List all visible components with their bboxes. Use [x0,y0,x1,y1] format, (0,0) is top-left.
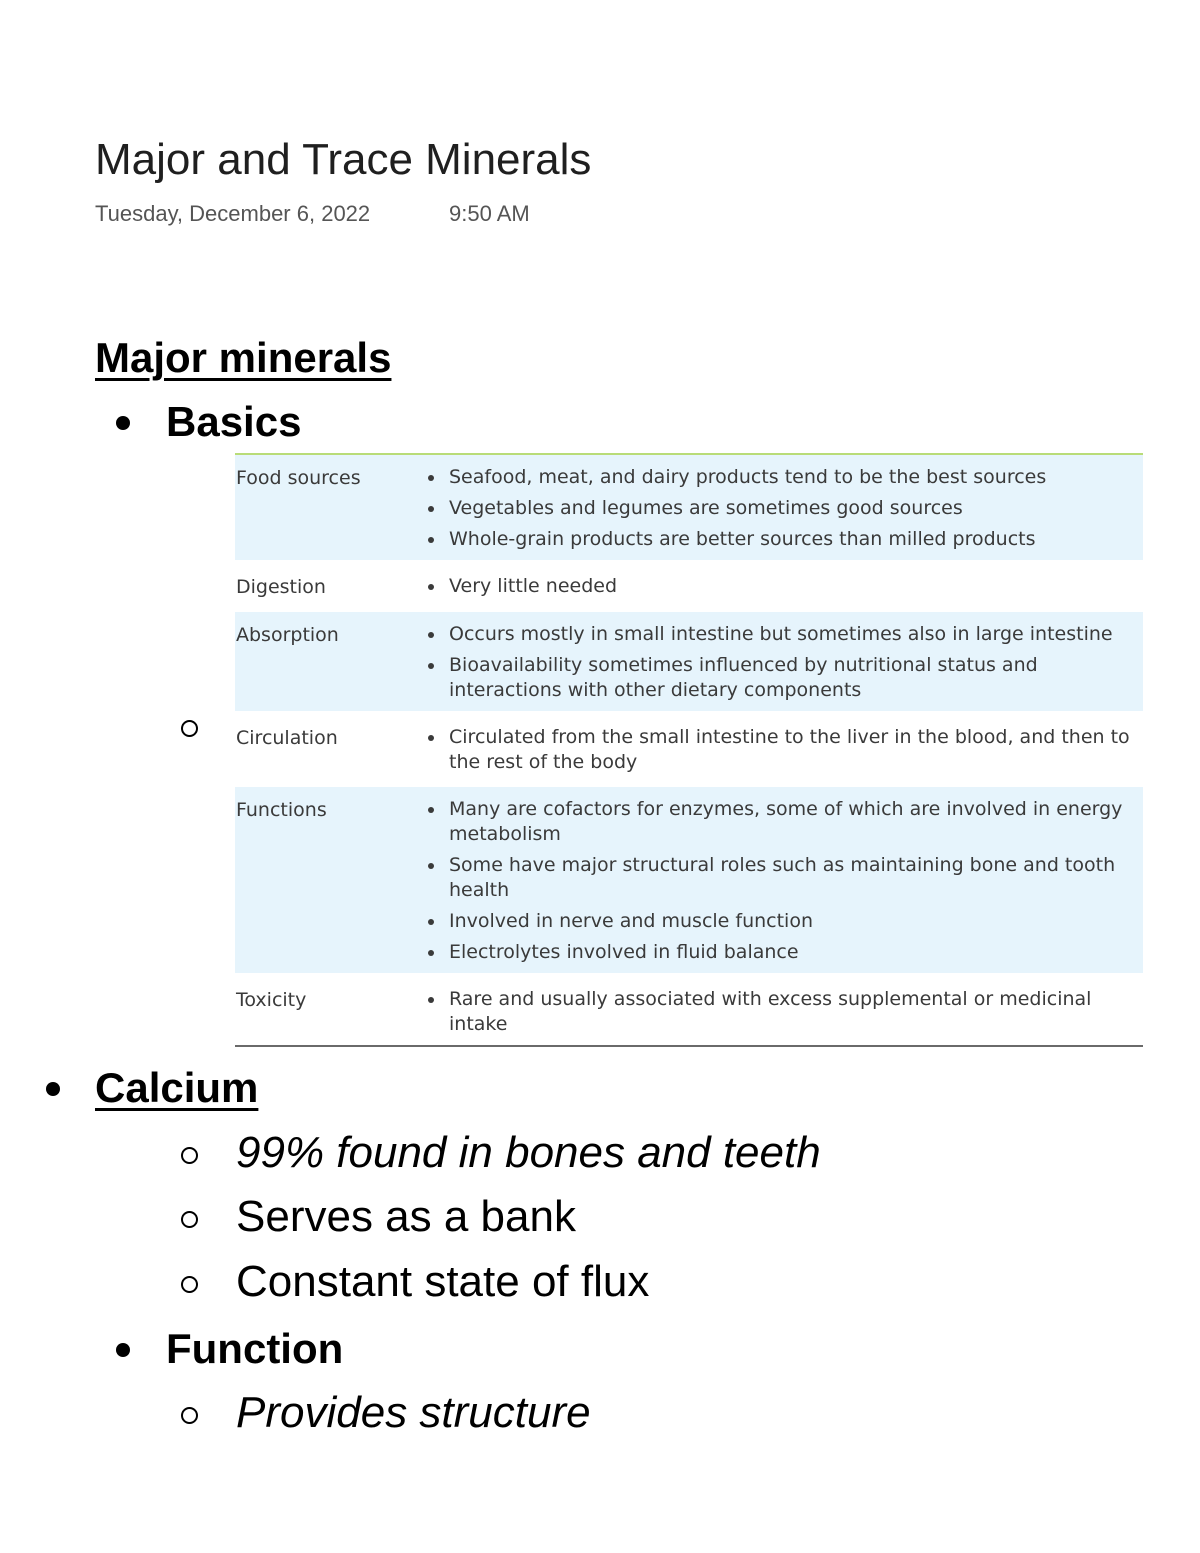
row-items [426,574,1143,600]
row-label: Circulation [236,727,338,749]
function-label: Function [166,1325,344,1372]
list-item: Involved in nerve and muscle function [426,909,1143,934]
table-row [235,612,1143,711]
calcium-heading: Calcium [95,1064,259,1111]
row-label: Functions [236,799,327,821]
row-items [426,622,1143,703]
list-item: Whole-grain products are better sources than milled products [426,527,1143,552]
basics-table [235,453,1143,1047]
table-row [235,787,1143,973]
page-time: 9:50 AM [449,201,530,226]
bullet-icon [116,416,130,430]
list-item: Vegetables and legumes are sometimes good sources [426,496,1143,521]
list-item: Seafood, meat, and dairy products tend to be the best sources [426,465,1143,490]
row-label: Digestion [236,576,326,598]
list-item: Rare and usually associated with excess supplemental or medicinal intake [426,987,1143,1037]
calcium-sub-item: 99% found in bones and teeth [236,1128,821,1177]
list-item: Electrolytes involved in fluid balance [426,940,1143,965]
major-minerals-heading: Major minerals [95,334,392,381]
bullet-icon [116,1343,130,1357]
sub-bullet-icon [181,1211,198,1228]
sub-bullet-icon [181,720,198,737]
row-items [426,725,1143,775]
row-label: Absorption [236,624,339,646]
basics-label: Basics [166,398,302,445]
page-date: Tuesday, December 6, 2022 [95,201,371,226]
list-item: Circulated from the small intestine to the liver in the blood, and then to the rest of the body [426,725,1143,775]
page-title: Major and Trace Minerals [95,135,592,184]
function-item: Provides structure [236,1388,591,1437]
list-item: Many are cofactors for enzymes, some of which are involved in energy metabolism [426,797,1143,847]
row-items [426,797,1143,965]
sub-bullet-icon [181,1276,198,1293]
table-row [235,715,1143,783]
list-item: Very little needed [426,574,1143,599]
table-row [235,564,1143,608]
row-label: Toxicity [236,989,307,1011]
calcium-sub-item: Constant state of flux [236,1257,650,1306]
row-items [426,987,1143,1037]
sub-bullet-icon [181,1147,198,1164]
list-item: Occurs mostly in small intestine but sometimes also in large intestine [426,622,1143,647]
list-item: Some have major structural roles such as maintaining bone and tooth health [426,853,1143,903]
bullet-icon [46,1082,60,1096]
sub-bullet-icon [181,1407,198,1424]
row-label: Food sources [236,467,361,489]
calcium-sub-item: Serves as a bank [236,1192,576,1241]
list-item: Bioavailability sometimes influenced by nutritional status and interactions with other dietary components [426,653,1143,703]
table-row [235,455,1143,560]
table-row [235,977,1143,1045]
row-items [426,465,1143,552]
